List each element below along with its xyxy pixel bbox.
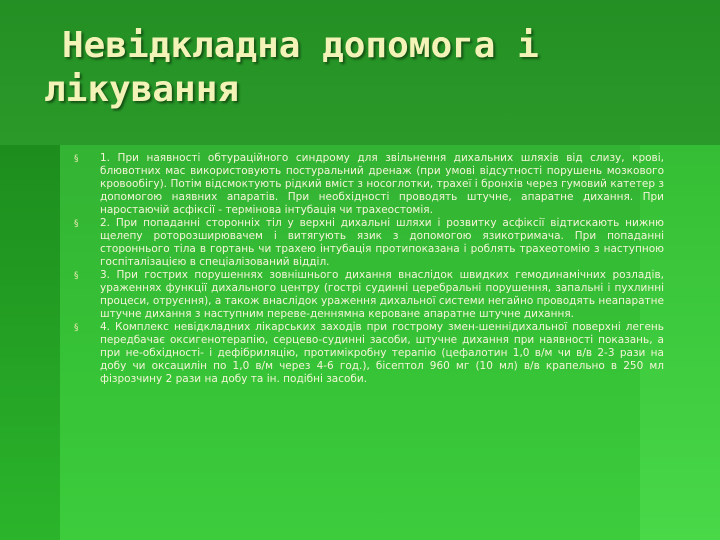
list-item-text: 4. Комплекс невідкладних лікарських заходів при гострому змен-шеннідихальної поверхні легень передбачає оксигенотерапію, серцево-судинні засоби, штучне дихання при наявності показань, а при не-обхідності- і дефібриляцію, протимікробну терапію (цефалотин 1,0 в/м чи в/в 2-3 рази на добу чи оксацилін по 1,0 в/м через 4-6 год.), бісептол 960 мг (10 мл) в/в крапельно в 250 мл фізрозчину 2 рази на добу та ін. подібні засоби. bbox=[100, 321, 664, 385]
bullet-icon: § bbox=[74, 219, 79, 229]
list-item bbox=[74, 321, 664, 386]
list-item bbox=[74, 217, 664, 269]
list-item-text: 1. При наявності обтураційного синдрому для звільнення дихальних шляхів від слизу, крові, блювотних мас використовують постуральний дренаж (при умові відсутності порушень мозкового кровообігу). Потім відсмоктують рідкий вміст з носоглотки, трахеї і бронхів через гумовий катетер з допомогою наявних апаратів. При необхідності проводять штучне, апаратне дихання. При наростаючій асфіксії - термінова інтубація чи трахеостомія. bbox=[100, 152, 664, 216]
bullet-list bbox=[74, 152, 664, 386]
list-item bbox=[74, 269, 664, 321]
slide-title: Невідкладна допомога і лікування bbox=[44, 25, 539, 110]
bullet-icon: § bbox=[74, 323, 79, 333]
list-item-text: 2. При попаданні сторонніх тіл у верхні дихальні шляхи і розвитку асфіксії відтискають нижню щелепу роторозширювачем і витягують язик з допомогою язикотримача. При попаданні стороннього тіла в гортань чи трахею інтубація протипоказана і роблять трахеотомію з наступною госпіталізацією в спеціалізований відділ. bbox=[100, 217, 664, 268]
list-item-text: 3. При гострих порушеннях зовнішнього дихання внаслідок швидких гемодинамічних розладів, ураженнях функції дихального центру (гострі судинні церебральні порушення, запальні і пухлинні процеси, отруєння), а також внаслідок ураження дихальної системи негайно проводять неапаратне штучне дихання з наступним переве-деннямна кероване апаратне штучне дихання. bbox=[100, 269, 664, 320]
list-item bbox=[74, 152, 664, 217]
bullet-icon: § bbox=[74, 271, 79, 281]
background-left bbox=[0, 145, 60, 540]
bullet-icon: § bbox=[74, 154, 79, 164]
